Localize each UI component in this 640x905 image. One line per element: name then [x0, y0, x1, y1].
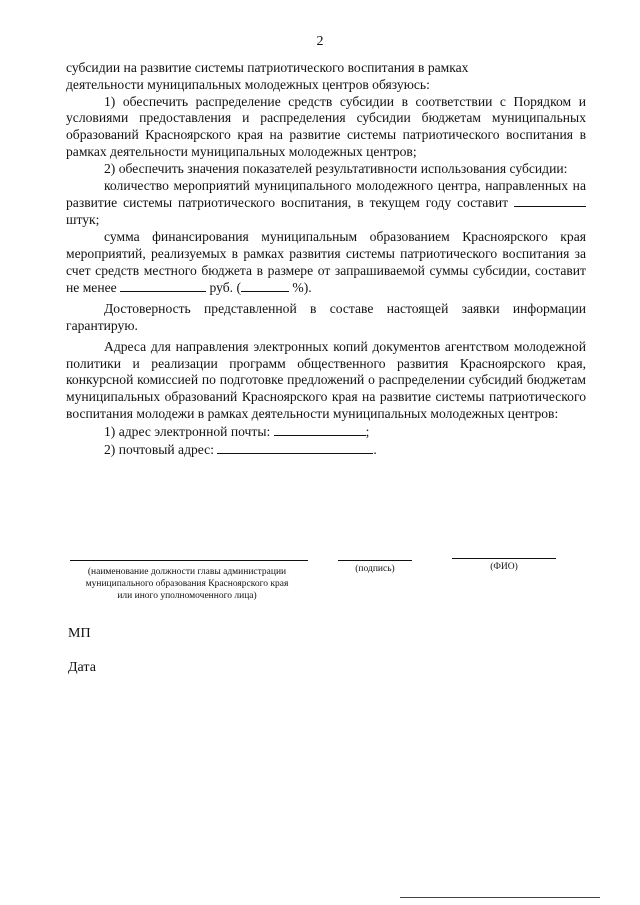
page-number: 2: [316, 34, 324, 49]
paragraph-reliability: Достоверность представленной в составе настоящей заявки информации гарантирую.: [66, 301, 586, 333]
postal-end: .: [373, 441, 377, 457]
date-label: Дата: [68, 660, 96, 675]
position-caption-line-1: (наименование должности главы администрации: [87, 567, 287, 577]
indicator-events-text: количество мероприятий муниципального молодежного центра, направленных на развитие системы патриотического воспитания, в текущем году составит: [66, 177, 586, 211]
postal-address-line: [66, 441, 586, 459]
fio-line: [452, 558, 556, 559]
position-caption: [56, 566, 318, 602]
funding-amount-blank: [120, 279, 206, 292]
position-caption-line-2: муниципального образования Красноярского края: [85, 579, 289, 589]
paragraph-obligation-2: 2) обеспечить значения показателей результативности использования субсидии:: [104, 160, 568, 176]
email-end: ;: [365, 423, 370, 439]
percent-open-paren: (: [236, 280, 241, 296]
indicator-funding-unit: руб.: [209, 280, 234, 296]
signature-line: [338, 560, 412, 561]
paragraph-indicator-events: [66, 178, 586, 229]
email-label: 1) адрес электронной почты:: [104, 423, 271, 439]
paragraph-intro-line-1: субсидии на развитие системы патриотического воспитания в рамках: [66, 60, 469, 75]
email-address-line: [66, 423, 586, 441]
postal-label: 2) почтовый адрес:: [104, 441, 214, 457]
paragraph-indicator-funding: [66, 229, 586, 297]
indicator-events-unit: штук;: [66, 212, 100, 228]
paragraph-intro-line-2: деятельности муниципальных молодежных центров обязуюсь:: [66, 76, 430, 92]
signature-caption: (подпись): [355, 564, 395, 574]
funding-percent-blank: [241, 279, 289, 292]
postal-blank: [217, 441, 373, 454]
indicator-funding-text: сумма финансирования муниципальным образованием Красноярского края мероприятий, реализуемых в рамках развития системы патриотического воспитания за счет средств местного бюджета в размере от запрашиваемой суммы субсидии, составит не менее: [66, 228, 586, 296]
stamp-label: МП: [68, 626, 91, 641]
events-count-blank: [514, 194, 586, 207]
email-blank: [274, 423, 366, 436]
paragraph-obligation-1: 1) обеспечить распределение средств субсидии в соответствии с Порядком и условиями предоставления и распределения субсидии бюджетам муниципальных образований Красноярского края на развитие системы патриотического воспитания в рамках деятельности муниципальных молодежных центров;: [66, 93, 586, 159]
position-caption-line-3: или иного уполномоченного лица): [117, 591, 257, 601]
bottom-rule: [400, 897, 600, 898]
paragraph-addresses: Адреса для направления электронных копий документов агентством молодежной политики и реализации программ общественного развития Красноярского края, конкурсной комиссией по подготовке предложений о распределении субсидий бюджетам муниципальных образований Красноярского края на развитие системы патриотического воспитания молодежи в рамках деятельности муниципальных молодежных центров:: [66, 338, 586, 421]
position-signature-line: [70, 560, 308, 561]
fio-caption: (ФИО): [490, 562, 518, 572]
document-body: [66, 60, 586, 458]
percent-close: %).: [292, 280, 312, 296]
